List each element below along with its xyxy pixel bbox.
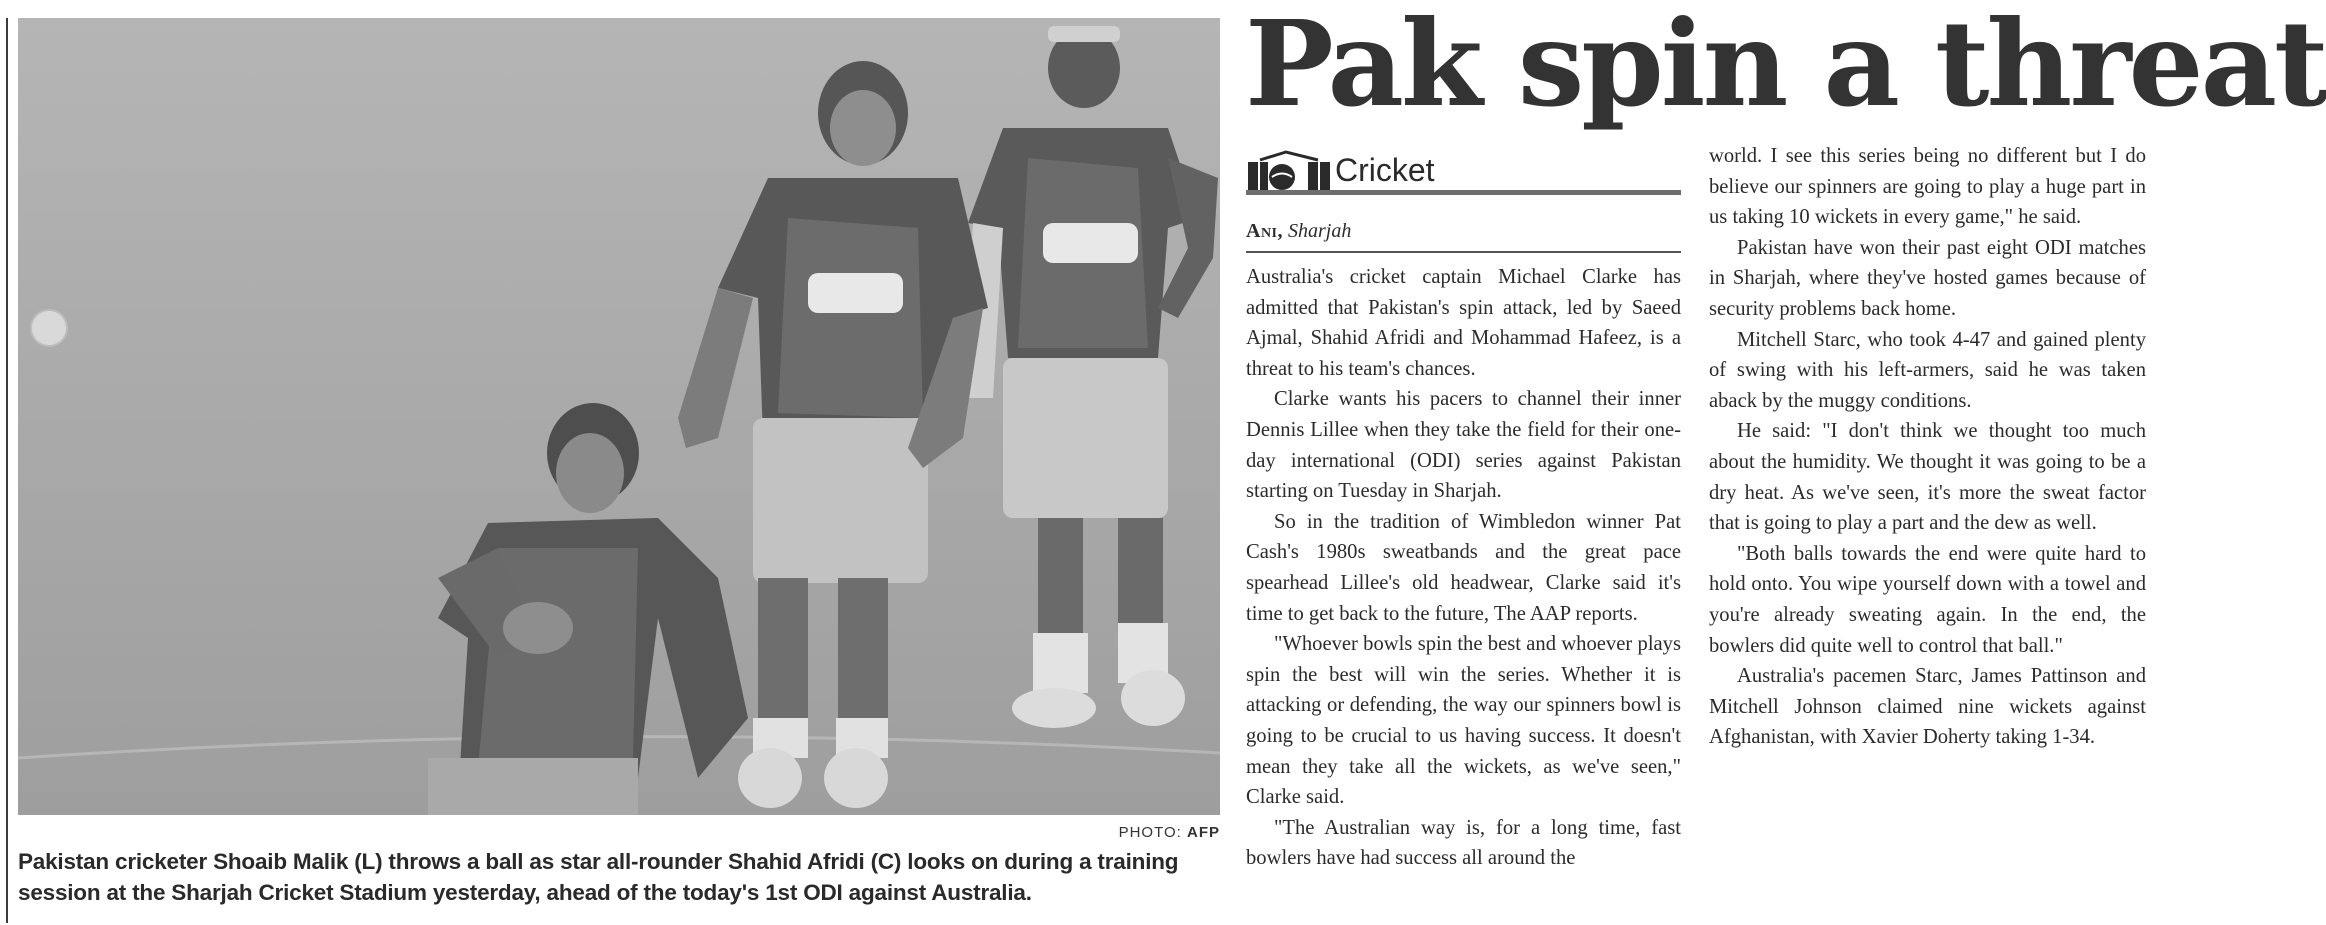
section-kicker-label: Cricket — [1335, 152, 1435, 188]
article-column-2 — [1709, 141, 2146, 753]
column-divider-rule — [6, 18, 8, 923]
section-kicker — [1246, 150, 1681, 196]
article-paragraph: Pakistan have won their past eight ODI matches in Sharjah, where they've hosted games because of security problems back home. — [1709, 236, 2146, 320]
article-paragraph: "The Australian way is, for a long time, fast bowlers have had success all around the — [1246, 816, 1681, 870]
article-paragraph: world. I see this series being no different but I do believe our spinners are going to play a huge part in us taking 10 wickets in every game," he said. — [1709, 145, 2146, 229]
article-paragraph: He said: "I don't think we thought too much about the humidity. We thought it was going to be a dry heat. As we've seen, it's more the sweat factor that is going to play a part and the dew as well. — [1709, 420, 2146, 535]
headline: Pak spin a threat — [1245, 0, 2326, 133]
photo-credit-source: AFP — [1187, 824, 1220, 841]
byline — [1246, 220, 1351, 243]
article-column-1 — [1246, 262, 1681, 874]
photo-credit — [1119, 824, 1220, 841]
byline-rule — [1246, 251, 1681, 253]
article-paragraph: "Whoever bowls spin the best and whoever plays spin the best will win the series. Whether it is attacking or defending, the way our spinners bowl is going to be crucial to us having success. It doesn't mean they take all the wickets, as we've seen," Clarke said. — [1246, 633, 1681, 809]
cricket-ball — [31, 310, 67, 346]
article-paragraph: Mitchell Starc, who took 4-47 and gained plenty of swing with his left-armers, said he was taken aback by the muggy conditions. — [1709, 328, 2146, 412]
article-paragraph: Australia's cricket captain Michael Clarke has admitted that Pakistan's spin attack, led by Saeed Ajmal, Shahid Afridi and Mohammad Hafeez, is a threat to his team's chances. — [1246, 266, 1681, 380]
photo-credit-prefix: PHOTO: — [1118, 824, 1182, 841]
cricket-stumps-ball-icon — [1246, 150, 1332, 192]
article-paragraph: Australia's pacemen Starc, James Pattinson and Mitchell Johnson claimed nine wickets against Afghanistan, with Xavier Doherty taking 1-34. — [1709, 665, 2146, 749]
news-photo — [18, 18, 1220, 815]
article-paragraph: "Both balls towards the end were quite hard to hold onto. You wipe yourself down with a towel and you're already sweating again. In the end, the bowlers did quite well to control that ball." — [1709, 542, 2146, 657]
training-photo-illustration — [18, 18, 1220, 815]
article-paragraph: Clarke wants his pacers to channel their inner Dennis Lillee when they take the field for their one-day international (ODI) series against Pakistan starting on Tuesday in Sharjah. — [1246, 388, 1681, 503]
kicker-rule — [1246, 190, 1681, 195]
byline-agency: Ani, — [1246, 220, 1284, 242]
byline-place: Sharjah — [1288, 220, 1352, 242]
article-paragraph: So in the tradition of Wimbledon winner Pat Cash's 1980s sweatbands and the great pace spearhead Lillee's old headwear, Clarke said it's time to get back to the future, The AAP reports. — [1246, 510, 1681, 625]
photo-caption: Pakistan cricketer Shoaib Malik (L) throws a ball as star all-rounder Shahid Afridi (C) looks on during a training session at the Sharjah Cricket Stadium yesterday, ahead of the today's 1st ODI against Australia. — [18, 849, 1179, 905]
